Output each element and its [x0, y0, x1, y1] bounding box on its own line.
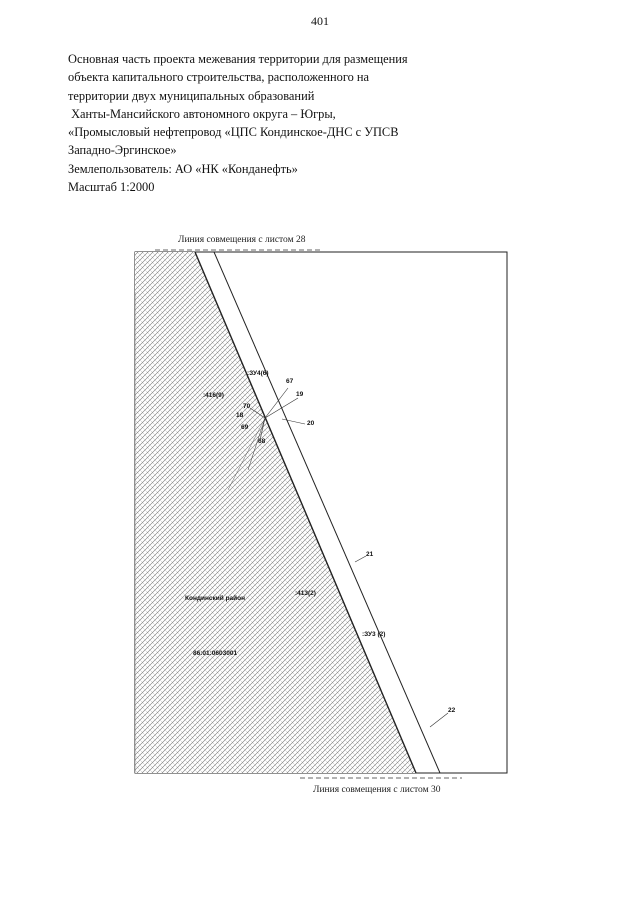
- point-label-68: 68: [258, 438, 266, 445]
- page-number: 401: [311, 14, 329, 28]
- title-line: Западно-Эргинское»: [68, 143, 177, 158]
- title-line: Основная часть проекта межевания территории для размещения: [68, 52, 408, 66]
- parcel-label-413: :413(2): [295, 590, 316, 597]
- point-label-21: 21: [366, 551, 374, 558]
- leader-19: [265, 398, 298, 418]
- cadastral-quarter-label: 86:01:0603001: [193, 650, 238, 657]
- point-label-18: 18: [236, 412, 244, 419]
- title-line: объекта капитального строительства, расположенного на: [68, 70, 370, 85]
- district-label: Кондинский район: [185, 595, 246, 602]
- title-line: Ханты-Мансийского автономного округа – Югры,: [68, 106, 336, 121]
- scale-line: Масштаб 1:2000: [68, 180, 155, 195]
- leader-21: [355, 556, 366, 562]
- title-line: «Промысловый нефтепровод «ЦПС Кондинское-ДНС с УПСВ: [68, 125, 399, 140]
- seam-label-bottom: Линия совмещения с листом 30: [313, 785, 441, 795]
- point-label-20: 20: [307, 420, 315, 427]
- seam-label-top: Линия совмещения с листом 28: [178, 235, 306, 245]
- point-label-67: 67: [286, 378, 294, 385]
- title-line: территории двух муниципальных образований: [68, 88, 315, 103]
- leader-20: [282, 419, 305, 424]
- parcel-label-416: :416(9): [203, 392, 224, 399]
- leader-22: [430, 713, 448, 727]
- land-user-line: Землепользователь: АО «НК «Конданефть»: [68, 161, 298, 176]
- parcel-label-zu4: :ЗУ4(6): [247, 370, 269, 377]
- point-label-70: 70: [243, 403, 251, 410]
- point-label-22: 22: [448, 707, 456, 714]
- parcel-label-zu3: :ЗУ3 (2): [362, 631, 386, 638]
- point-label-69: 69: [241, 424, 249, 431]
- point-label-19: 19: [296, 391, 304, 398]
- hatched-parcel: [135, 252, 416, 773]
